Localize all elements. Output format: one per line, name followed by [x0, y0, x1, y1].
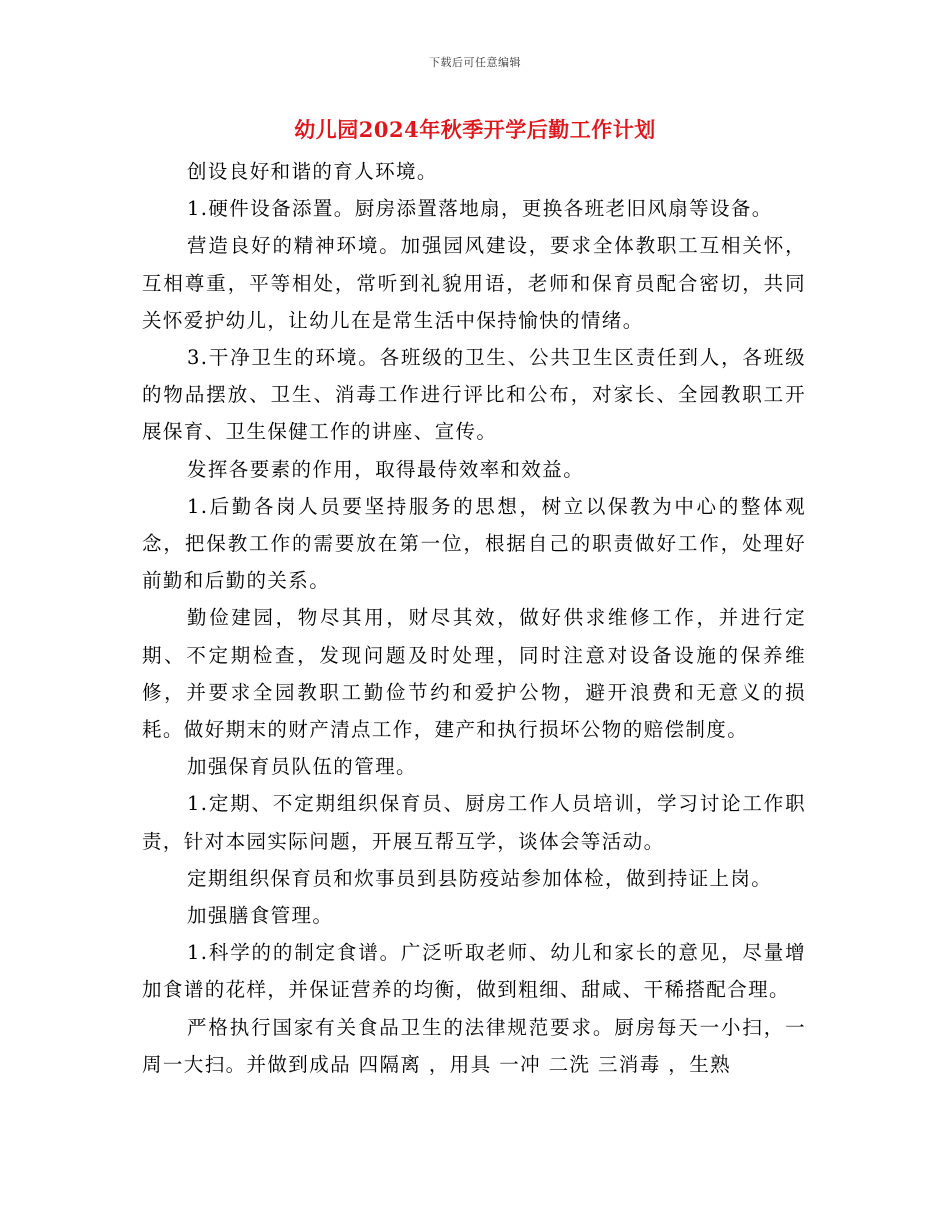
paragraph: 创设良好和谐的育人环境。	[187, 160, 438, 183]
paragraph: 3.干净卫生的环境。各班级的卫生、公共卫生区责任到人，各班级的物品摆放、卫生、消毒工作进行评比和公布，对家长、全园教职工开展保育、卫生保健工作的讲座、宣传。	[142, 346, 806, 444]
document-title: 幼儿园2024年秋季开学后勤工作计划	[294, 117, 656, 142]
paragraph: 1.后勤各岗人员要坚持服务的思想，树立以保教为中心的整体观念，把保教工作的需要放在第一位，根据自己的职责做好工作，处理好前勤和后勤的关系。	[142, 494, 806, 593]
paragraph: 1.硬件设备添置。厨房添置落地扇，更换各班老旧风扇等设备。	[187, 197, 773, 221]
paragraph: 1.科学的的制定食谱。广泛听取老师、幼儿和家长的意见，尽量增加食谱的花样，并保证营养的均衡，做到粗细、甜咸、干稀搭配合理。	[142, 941, 806, 1002]
paragraph: 定期组织保育员和炊事员到县防疫站参加体检，做到持证上岗。	[187, 866, 773, 890]
paragraph: 发挥各要素的作用，取得最侍效率和效益。	[187, 457, 585, 481]
header-note: 下载后可任意编辑	[429, 56, 521, 69]
paragraph: 加强膳食管理。	[187, 904, 334, 928]
paragraph: 勤俭建园，物尽其用，财尽其效，做好供求维修工作，并进行定期、不定期检查，发现问题及时处理，同时注意对设备设施的保养维修，并要求全园教职工勤俭节约和爱护公物，避开浪费和无意义的损耗。做好期末的财产清点工作，建产和执行损坏公物的赔偿制度。	[142, 606, 806, 742]
paragraph: 1.定期、不定期组织保育员、厨房工作人员培训，学习讨论工作职责，针对本园实际问题，开展互帮互学，谈体会等活动。	[142, 792, 806, 853]
paragraph: 营造良好的精神环境。加强园风建设，要求全体教职工互相关怀，互相尊重，平等相处，常听到礼貌用语，老师和保育员配合密切，共同关怀爱护幼儿，让幼儿在是常生活中保持愉快的情绪。	[142, 234, 806, 332]
paragraph: 严格执行国家有关食品卫生的法律规范要求。厨房每天一小扫，一周一大扫。并做到成品 四隔离 ，用具 一冲 二洗 三消毒 ，生熟	[142, 1015, 806, 1076]
document-body	[142, 153, 806, 1083]
paragraph: 加强保育员队伍的管理。	[187, 755, 417, 779]
